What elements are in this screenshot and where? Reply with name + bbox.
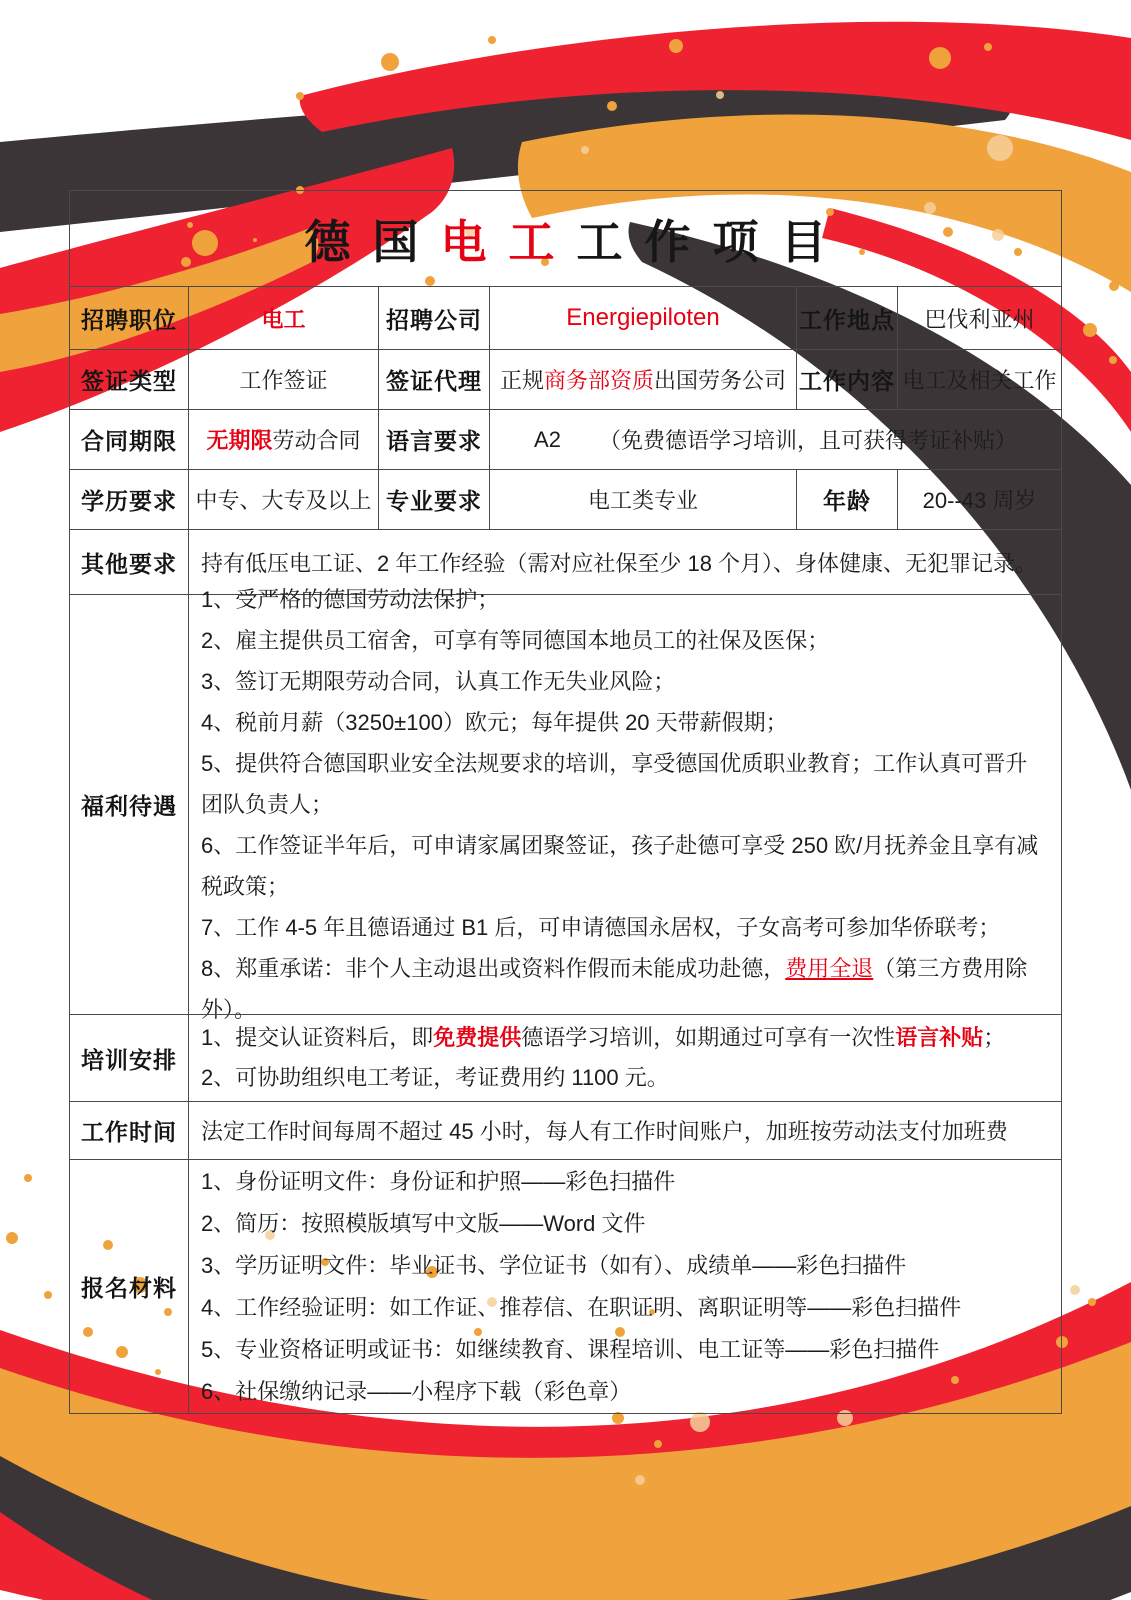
job-info-table	[69, 190, 1062, 1414]
language-note: （免费德语学习培训，且可获得考证补贴）	[598, 428, 1017, 453]
label-other-requirements: 其他要求	[70, 529, 188, 594]
training-item-2: 2、可协助组织电工考证，考证费用约 1100 元。	[201, 1065, 669, 1090]
label-work-location: 工作地点	[796, 286, 897, 349]
value-visa-agency	[489, 349, 796, 409]
training-red-1: 免费提供	[433, 1025, 522, 1050]
benefit-item: 2、雇主提供员工宿舍，可享有等同德国本地员工的社保及医保；	[201, 628, 830, 653]
value-work-location: 巴伐利亚州	[897, 286, 1061, 349]
material-item: 1、身份证明文件：身份证和护照——彩色扫描件	[201, 1168, 676, 1194]
benefit-item: 1、受严格的德国劳动法保护；	[201, 587, 500, 612]
label-job-position: 招聘职位	[70, 286, 188, 349]
title-black-1: 德国	[304, 215, 441, 268]
contract-post: 劳动合同	[272, 428, 361, 453]
value-education: 中专、大专及以上	[188, 469, 378, 529]
material-item: 2、简历：按照模版填写中文版——Word 文件	[201, 1210, 646, 1236]
training-list	[188, 1014, 1061, 1101]
value-work-content: 电工及相关工作	[897, 349, 1061, 409]
value-other-requirements: 持有低压电工证、2 年工作经验（需对应社保至少 18 个月）、身体健康、无犯罪记录。	[188, 529, 1061, 594]
material-item: 6、社保缴纳记录——小程序下载（彩色章）	[201, 1378, 632, 1404]
poster-title	[70, 191, 1061, 286]
value-hiring-company: Energiepiloten	[489, 286, 796, 349]
agency-red: 商务部资质	[543, 368, 654, 393]
material-item: 4、工作经验证明：如工作证、推荐信、在职证明、离职证明等——彩色扫描件	[201, 1294, 962, 1320]
value-major: 电工类专业	[489, 469, 796, 529]
title-black-2: 工作项目	[576, 215, 849, 268]
label-worktime: 工作时间	[70, 1101, 188, 1159]
label-materials: 报名材料	[70, 1159, 188, 1413]
training-item-1: 1、提交认证资料后，即免费提供德语学习培训，如期通过可享有一次性语言补贴；	[201, 1025, 1006, 1050]
benefits-list	[188, 587, 1061, 1022]
label-age: 年龄	[796, 469, 897, 529]
agency-post: 出国劳务公司	[654, 368, 787, 393]
label-visa-agency: 签证代理	[378, 349, 489, 409]
materials-list	[188, 1159, 1061, 1413]
value-contract-term	[188, 409, 378, 469]
material-item: 3、学历证明文件：毕业证书、学位证书（如有）、成绩单——彩色扫描件	[201, 1252, 907, 1278]
label-language-requirement: 语言要求	[378, 409, 489, 469]
language-level: A2	[534, 426, 561, 452]
agency-pre: 正规	[499, 368, 544, 393]
value-job-position: 电工	[188, 286, 378, 349]
label-benefits: 福利待遇	[70, 594, 188, 1014]
label-work-content: 工作内容	[796, 349, 897, 409]
benefit-item: 5、提供符合德国职业安全法规要求的培训，享受德国优质职业教育；工作认真可晋升团队负责人；	[201, 751, 1028, 817]
benefit-item: 3、签订无期限劳动合同，认真工作无失业风险；	[201, 669, 676, 694]
title-red: 电工	[440, 215, 577, 268]
label-contract-term: 合同期限	[70, 409, 188, 469]
label-training: 培训安排	[70, 1014, 188, 1101]
contract-red: 无期限	[206, 428, 273, 453]
material-item: 5、专业资格证明或证书：如继续教育、课程培训、电工证等——彩色扫描件	[201, 1336, 940, 1362]
benefit-item: 8、郑重承诺：非个人主动退出或资料作假而未能成功赴德，费用全退（第三方费用除外）。	[201, 956, 1028, 1022]
label-education: 学历要求	[70, 469, 188, 529]
label-hiring-company: 招聘公司	[378, 286, 489, 349]
label-major: 专业要求	[378, 469, 489, 529]
label-visa-type: 签证类型	[70, 349, 188, 409]
value-language-requirement	[489, 409, 1061, 469]
value-visa-type: 工作签证	[188, 349, 378, 409]
benefit-item: 6、工作签证半年后，可申请家属团聚签证，孩子赴德可享受 250 欧/月抚养金且享有减税政策；	[201, 833, 1039, 899]
value-worktime: 法定工作时间每周不超过 45 小时，每人有工作时间账户，加班按劳动法支付加班费	[188, 1101, 1061, 1159]
value-age: 20--43 周岁	[897, 469, 1061, 529]
training-red-2: 语言补贴	[895, 1025, 984, 1050]
benefit-item: 4、税前月薪（3250±100）欧元；每年提供 20 天带薪假期；	[201, 710, 788, 735]
benefit-item: 7、工作 4-5 年且德语通过 B1 后，可申请德国永居权，子女高考可参加华侨联考；	[201, 915, 1001, 940]
